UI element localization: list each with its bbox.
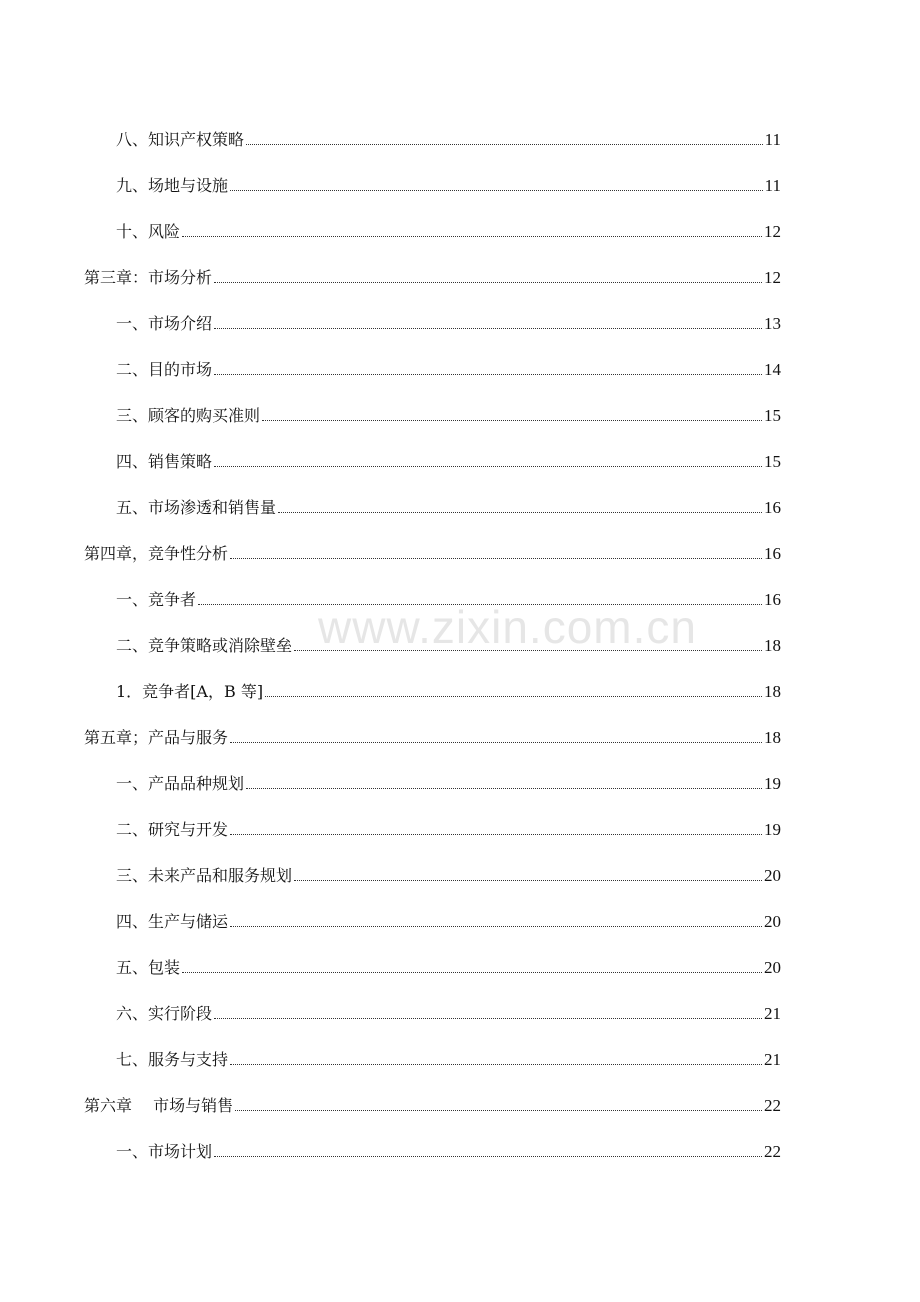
toc-section-entry[interactable] <box>84 104 781 150</box>
toc-section-entry[interactable] <box>84 150 781 196</box>
toc-entry-title: 九、场地与设施 <box>116 176 229 195</box>
toc-entry-title: 1．竞争者[A，B 等] <box>116 682 264 701</box>
toc-section-entry[interactable] <box>84 472 781 518</box>
toc-entry-title: 二、目的市场 <box>116 360 213 379</box>
dot-leader <box>214 328 762 329</box>
dot-leader <box>235 1110 762 1111</box>
toc-entry-title: 三、顾客的购买准则 <box>116 406 261 425</box>
toc-page-number: 21 <box>764 1004 781 1023</box>
dot-leader <box>214 282 762 283</box>
toc-page-number: 14 <box>764 360 781 379</box>
toc-chapter-entry[interactable] <box>84 702 781 748</box>
watermark: www.zixin.com.cn <box>318 601 697 653</box>
dot-leader <box>246 788 762 789</box>
dot-leader <box>230 926 762 927</box>
toc-page-number: 18 <box>764 728 781 747</box>
dot-leader <box>230 1064 762 1065</box>
toc-section-entry[interactable] <box>84 932 781 978</box>
toc-page-number: 16 <box>764 590 781 609</box>
toc-page-number: 11 <box>764 176 781 195</box>
toc-entry-title: 三、未来产品和服务规划 <box>116 866 293 885</box>
toc-chapter-entry[interactable] <box>84 518 781 564</box>
dot-leader <box>214 1156 762 1157</box>
toc-page-number: 13 <box>764 314 781 333</box>
dot-leader <box>230 834 762 835</box>
toc-entry-title: 八、知识产权策略 <box>116 130 245 149</box>
toc-section-entry[interactable] <box>84 1024 781 1070</box>
toc-entry-title: 十、风险 <box>116 222 181 241</box>
dot-leader <box>278 512 762 513</box>
toc-page-number: 15 <box>764 452 781 471</box>
dot-leader <box>294 650 762 651</box>
toc-chapter-entry[interactable] <box>84 1070 781 1116</box>
toc-section-entry[interactable] <box>84 610 781 656</box>
dot-leader <box>246 144 763 145</box>
toc-section-entry[interactable] <box>84 334 781 380</box>
table-of-contents <box>84 104 781 1162</box>
toc-page-number: 11 <box>764 130 781 149</box>
toc-entry-title: 第六章 市场与销售 <box>84 1096 234 1115</box>
toc-entry-title: 五、市场渗透和销售量 <box>116 498 277 517</box>
toc-entry-title: 第三章：市场分析 <box>84 268 213 287</box>
toc-section-entry[interactable] <box>84 426 781 472</box>
toc-section-entry[interactable] <box>84 978 781 1024</box>
dot-leader <box>230 558 762 559</box>
toc-page-number: 20 <box>764 958 781 977</box>
dot-leader <box>262 420 762 421</box>
dot-leader <box>198 604 762 605</box>
toc-page-number: 20 <box>764 866 781 885</box>
toc-entry-title: 五、包装 <box>116 958 181 977</box>
dot-leader <box>265 696 762 697</box>
toc-entry-title: 二、竞争策略或消除壁垒 <box>116 636 293 655</box>
toc-page-number: 22 <box>764 1142 781 1161</box>
toc-section-entry[interactable] <box>84 886 781 932</box>
toc-page-number: 12 <box>764 268 781 287</box>
toc-entry-title: 一、市场计划 <box>116 1142 213 1161</box>
toc-entry-title: 六、实行阶段 <box>116 1004 213 1023</box>
toc-section-entry[interactable] <box>84 794 781 840</box>
toc-page-number: 15 <box>764 406 781 425</box>
toc-chapter-entry[interactable] <box>84 242 781 288</box>
toc-section-entry[interactable] <box>84 656 781 702</box>
dot-leader <box>214 466 762 467</box>
toc-entry-title: 二、研究与开发 <box>116 820 229 839</box>
toc-page-number: 19 <box>764 774 781 793</box>
dot-leader <box>294 880 762 881</box>
toc-entry-title: 四、销售策略 <box>116 452 213 471</box>
toc-page-number: 22 <box>764 1096 781 1115</box>
dot-leader <box>182 236 762 237</box>
dot-leader <box>214 1018 762 1019</box>
toc-section-entry[interactable] <box>84 380 781 426</box>
toc-page-number: 21 <box>764 1050 781 1069</box>
dot-leader <box>182 972 762 973</box>
toc-page-number: 12 <box>764 222 781 241</box>
toc-entry-title: 一、竞争者 <box>116 590 197 609</box>
toc-page-number: 18 <box>764 636 781 655</box>
toc-page-number: 16 <box>764 544 781 563</box>
toc-page-number: 16 <box>764 498 781 517</box>
toc-page-number: 20 <box>764 912 781 931</box>
dot-leader <box>230 190 763 191</box>
toc-entry-title: 七、服务与支持 <box>116 1050 229 1069</box>
dot-leader <box>230 742 762 743</box>
dot-leader <box>214 374 762 375</box>
toc-section-entry[interactable] <box>84 1116 781 1162</box>
toc-entry-title: 一、市场介绍 <box>116 314 213 333</box>
toc-entry-title: 第四章，竞争性分析 <box>84 544 229 563</box>
toc-entry-title: 第五章；产品与服务 <box>84 728 229 747</box>
toc-section-entry[interactable] <box>84 196 781 242</box>
toc-entry-title: 四、生产与储运 <box>116 912 229 931</box>
toc-section-entry[interactable] <box>84 288 781 334</box>
toc-section-entry[interactable] <box>84 748 781 794</box>
toc-page-number: 18 <box>764 682 781 701</box>
toc-section-entry[interactable] <box>84 840 781 886</box>
toc-page-number: 19 <box>764 820 781 839</box>
toc-entry-title: 一、产品品种规划 <box>116 774 245 793</box>
toc-section-entry[interactable] <box>84 564 781 610</box>
